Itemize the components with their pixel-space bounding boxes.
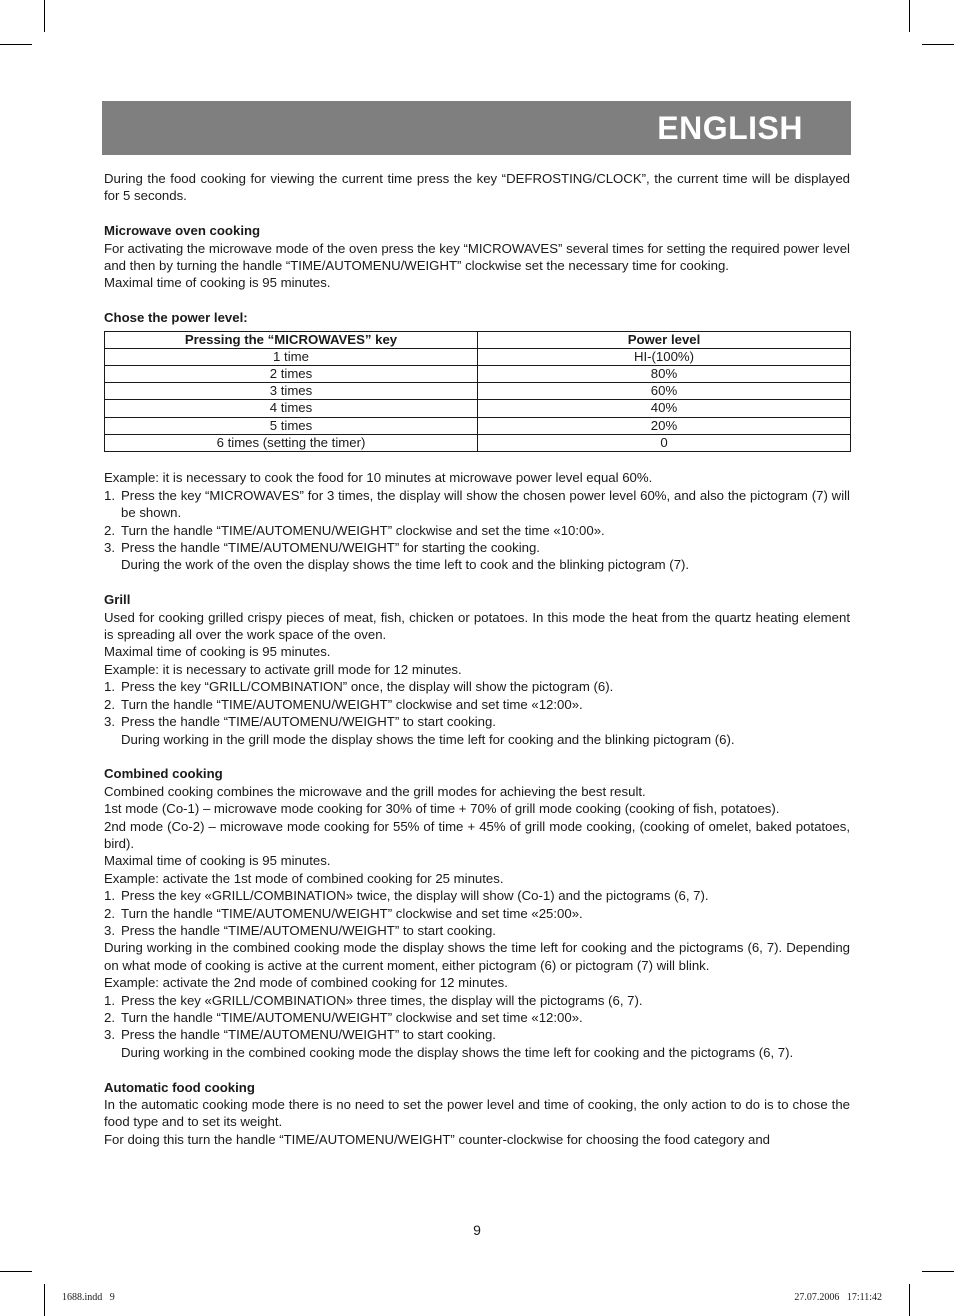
grill-heading: Grill xyxy=(104,592,131,608)
microwave-max-time: Maximal time of cooking is 95 minutes. xyxy=(104,275,331,291)
table-cell: 2 times xyxy=(105,366,478,383)
page-title: ENGLISH xyxy=(657,110,803,146)
table-row xyxy=(105,400,851,417)
table-row xyxy=(105,383,851,400)
power-level-table xyxy=(104,331,851,452)
grill-steps xyxy=(104,678,850,730)
grill-note: During working in the grill mode the display shows the time left for cooking and the blinking pictogram (6). xyxy=(121,731,735,747)
crop-mark xyxy=(909,1284,910,1316)
combined-note-1: During working in the combined cooking mode the display shows the time left for cooking and the pictograms (6, 7). Depending on what mode of cooking is active at the current moment, either pictogram (6) or pictogram (7) will blink. xyxy=(104,940,850,973)
table-row xyxy=(105,366,851,383)
crop-mark xyxy=(0,1271,32,1272)
list-item: 3. Press the handle “TIME/AUTOMENU/WEIGHT” for starting the cooking. xyxy=(104,540,540,556)
list-item: 1. Press the key “GRILL/COMBINATION” once, the display will show the pictogram (6). xyxy=(104,679,614,695)
microwave-heading: Microwave oven cooking xyxy=(104,223,261,239)
power-steps xyxy=(104,487,850,557)
list-item: 1. Press the key «GRILL/COMBINATION» twice, the display will show (Co-1) and the pictograms (6, 7). xyxy=(104,888,709,904)
table-row xyxy=(105,417,851,434)
crop-mark xyxy=(909,0,910,32)
table-cell: HI-(100%) xyxy=(478,348,851,365)
table-cell: 0 xyxy=(478,434,851,451)
table-row xyxy=(105,434,851,451)
table-header-cell: Power level xyxy=(478,331,851,348)
list-item: 2. Turn the handle “TIME/AUTOMENU/WEIGHT” clockwise and set time «12:00». xyxy=(104,1010,583,1025)
grill-paragraph: Used for cooking grilled crispy pieces of meat, fish, chicken or potatoes. In this mode the heat from the quartz heating element is spreading all over the work space of the oven. xyxy=(104,609,850,643)
automatic-instructions: For doing this turn the handle “TIME/AUTOMENU/WEIGHT” counter-clockwise for choosing the food category and xyxy=(104,1131,771,1147)
power-level-heading: Chose the power level: xyxy=(104,310,248,326)
power-example: Example: it is necessary to cook the food for 10 minutes at microwave power level equal 60%. xyxy=(104,470,653,486)
crop-mark xyxy=(922,44,954,45)
table-header-cell: Pressing the “MICROWAVES” key xyxy=(105,331,478,348)
list-item: 3. Press the handle “TIME/AUTOMENU/WEIGHT” to start cooking. xyxy=(104,714,496,730)
list-item: 2. Turn the handle “TIME/AUTOMENU/WEIGHT” clockwise and set time «25:00». xyxy=(104,905,583,921)
power-note: During the work of the oven the display shows the time left to cook and the blinking pictogram (7). xyxy=(121,557,690,573)
crop-mark xyxy=(44,0,45,32)
microwave-paragraph: For activating the microwave mode of the oven press the key “MICROWAVES” several times for setting the required power level and then by turning the handle “TIME/AUTOMENU/WEIGHT” clockwise set the necessary time for cooking. xyxy=(104,240,850,274)
crop-mark xyxy=(922,1271,954,1272)
list-item: 2. Turn the handle “TIME/AUTOMENU/WEIGHT” clockwise and set the time «10:00». xyxy=(104,522,605,538)
table-cell: 20% xyxy=(478,417,851,434)
language-header-bar xyxy=(102,101,851,155)
table-cell: 3 times xyxy=(105,383,478,400)
automatic-heading: Automatic food cooking xyxy=(104,1079,255,1095)
list-item: 1. Press the key «GRILL/COMBINATION» three times, the display will the pictograms (6, 7). xyxy=(104,992,643,1008)
automatic-paragraph: In the automatic cooking mode there is no need to set the power level and time of cooking, the only action to do is to chose the food type and to set its weight. xyxy=(104,1097,850,1130)
combined-steps-1 xyxy=(104,887,850,939)
table-cell: 6 times (setting the timer) xyxy=(105,434,478,451)
page-content xyxy=(104,170,850,1148)
grill-max-time: Maximal time of cooking is 95 minutes. xyxy=(104,644,331,660)
list-item: 3. Press the handle “TIME/AUTOMENU/WEIGHT” to start cooking. xyxy=(104,1027,496,1043)
print-slug-file: 1688.indd 9 xyxy=(62,1292,115,1303)
table-header-row xyxy=(105,331,851,348)
combined-paragraph: Combined cooking combines the microwave and the grill modes for achieving the best result. xyxy=(104,783,646,799)
table-cell: 4 times xyxy=(105,400,478,417)
combined-max-time: Maximal time of cooking is 95 minutes. xyxy=(104,853,331,869)
combined-example-1: Example: activate the 1st mode of combined cooking for 25 minutes. xyxy=(104,870,504,886)
combined-heading: Combined cooking xyxy=(104,766,223,782)
crop-mark xyxy=(44,1284,45,1316)
list-item: 3. Press the handle “TIME/AUTOMENU/WEIGHT” to start cooking. xyxy=(104,922,496,938)
combined-note-2: During working in the combined cooking mode the display shows the time left for cooking and the pictograms (6, 7). xyxy=(121,1044,794,1060)
crop-mark xyxy=(0,44,32,45)
table-cell: 5 times xyxy=(105,417,478,434)
print-slug-date: 27.07.2006 17:11:42 xyxy=(794,1292,882,1303)
intro-paragraph: During the food cooking for viewing the current time press the key “DEFROSTING/CLOCK”, the current time will be displayed for 5 seconds. xyxy=(104,171,850,204)
table-cell: 40% xyxy=(478,400,851,417)
list-item: 1. Press the key “MICROWAVES” for 3 times, the display will show the chosen power level 60%, and also the pictogram (7) will be shown. xyxy=(104,487,850,521)
page-number: 9 xyxy=(473,1222,481,1238)
list-item: 2. Turn the handle “TIME/AUTOMENU/WEIGHT” clockwise and set time «12:00». xyxy=(104,696,583,712)
grill-example: Example: it is necessary to activate grill mode for 12 minutes. xyxy=(104,661,462,677)
table-cell: 60% xyxy=(478,383,851,400)
combined-example-2: Example: activate the 2nd mode of combined cooking for 12 minutes. xyxy=(104,975,508,991)
combined-mode-2: 2nd mode (Co-2) – microwave mode cooking for 55% of time + 45% of grill mode cooking, (cooking of omelet, baked potatoes, bird). xyxy=(104,818,850,851)
table-cell: 80% xyxy=(478,366,851,383)
combined-steps-2 xyxy=(104,992,850,1044)
table-row xyxy=(105,348,851,365)
combined-mode-1: 1st mode (Co-1) – microwave mode cooking for 30% of time + 70% of grill mode cooking (cooking of fish, potatoes). xyxy=(104,801,780,817)
table-cell: 1 time xyxy=(105,348,478,365)
